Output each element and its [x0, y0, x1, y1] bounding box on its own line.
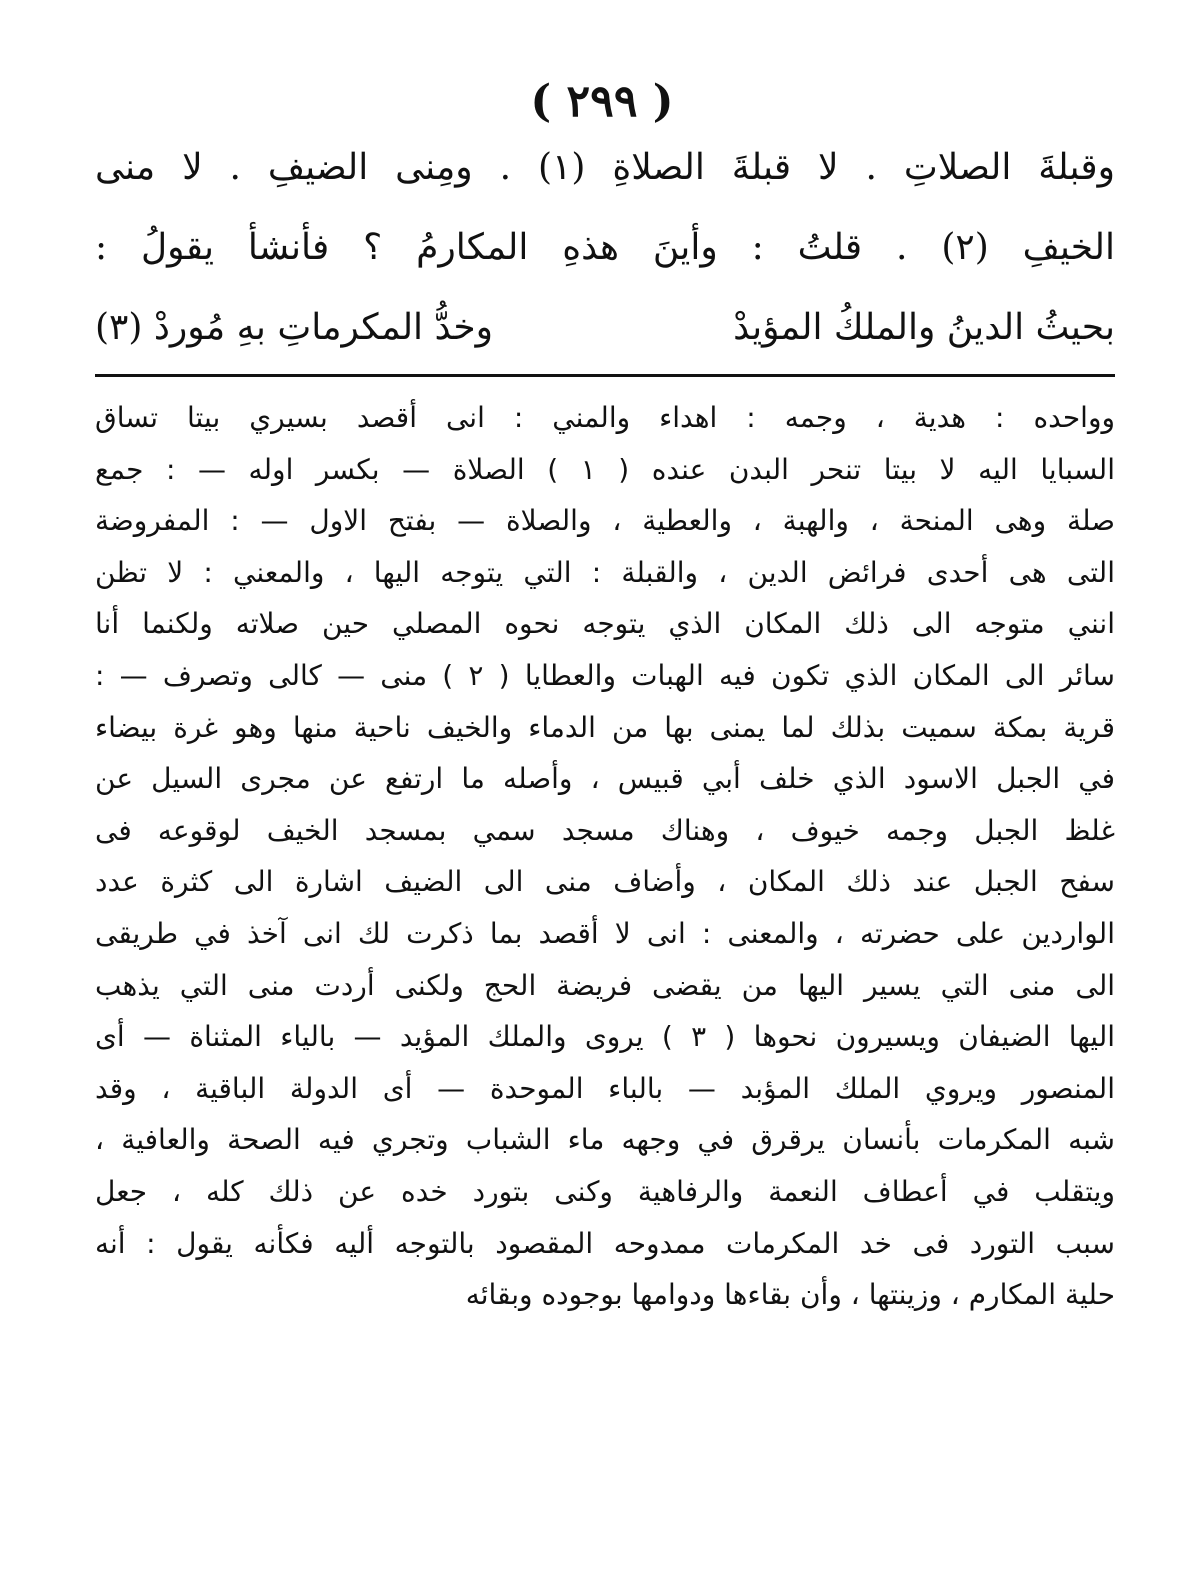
commentary-line: سبب التورد فى خد المكرمات ممدوحه المقصود بالتوجه أليه فكأنه يقول : أنه [95, 1226, 1115, 1260]
commentary-line: في الجبل الاسود الذي خلف أبي قبيس ، وأصله ما ارتفع عن مجرى السيل عن [95, 762, 1115, 796]
footnote-divider [95, 374, 1115, 377]
commentary-line: الى منى التي يسير اليها من يقضى فريضة الحج ولكنى أردت منى التي يذهب [95, 968, 1115, 1002]
commentary-line: غلظ الجبل وجمه خيوف ، وهناك مسجد سمي بمسجد الخيف لوقوعه فى [95, 813, 1115, 847]
verse-first-hemistich: بحيثُ الدينُ والملكُ المؤيدْ [733, 307, 1115, 348]
page-number: ( ٢٩٩ ) [530, 76, 674, 127]
main-text [95, 128, 1115, 368]
commentary-line: شبه المكرمات بأنسان يرقرق في وجهه ماء الشباب وتجري فيه الصحة والعافية ، [95, 1123, 1115, 1157]
commentary-line: التى هى أحدى فرائض الدين ، والقبلة : التي يتوجه اليها ، والمعني : لا تظن [95, 555, 1115, 589]
commentary-line: انني متوجه الى ذلك المكان الذي يتوجه نحوه المصلي حين صلاته ولكنما أنا [95, 607, 1115, 641]
poem-verse [95, 288, 1115, 368]
commentary-line: سائر الى المكان الذي تكون فيه الهبات والعطايا ( ٢ ) منى — كالى وتصرف — : [95, 658, 1115, 692]
main-text-line: الخيفِ (٢) . قلتُ : وأينَ هذهِ المكارمُ ؟ فأنشأ يقولُ : [95, 227, 1115, 268]
commentary-line: اليها الضيفان ويسيرون نحوها ( ٣ ) يروى والملك المؤيد — بالياء المثناة — أى [95, 1020, 1115, 1054]
main-text-line: وقبلةَ الصلاتِ . لا قبلةَ الصلاةِ (١) . ومِنى الضيفِ . لا منى [95, 147, 1115, 188]
commentary-line: ويتقلب في أعطاف النعمة والرفاهية وكنى بتورد خده عن ذلك كله ، جعل [95, 1174, 1115, 1208]
commentary-line: وواحده : هدية ، وجمه : اهداء والمني : انى أقصد بسيري بيتا تساق [95, 401, 1115, 434]
commentary-line: المنصور ويروي الملك المؤبد — بالباء الموحدة — أى الدولة الباقية ، وقد [95, 1071, 1115, 1105]
commentary-line: الواردين على حضرته ، والمعنى : انى لا أقصد بما ذكرت لك انى آخذ في طريقى [95, 916, 1115, 950]
commentary-line: حلية المكارم ، وزينتها ، وأن بقاءها ودوامها بوجوده وبقائه [465, 1278, 1115, 1312]
verse-second-hemistich: وخدُّ المكرماتِ بهِ مُوردْ (٣) [95, 307, 494, 348]
commentary-line: صلة وهى المنحة ، والهبة ، والعطية ، والصلاة — بفتح الاول — : المفروضة [95, 504, 1115, 538]
commentary-line: السبايا اليه لا بيتا تنحر البدن عنده ( ١ ) الصلاة — بكسر اوله — : جمع [95, 452, 1115, 486]
commentary-line: سفح الجبل عند ذلك المكان ، وأضاف منى الى الضيف اشارة الى كثرة عدد [95, 865, 1115, 899]
commentary-line: قرية بمكة سميت بذلك لما يمنى بها من الدماء والخيف ناحية منها وهو غرة بيضاء [95, 710, 1115, 744]
commentary [95, 392, 1115, 1321]
